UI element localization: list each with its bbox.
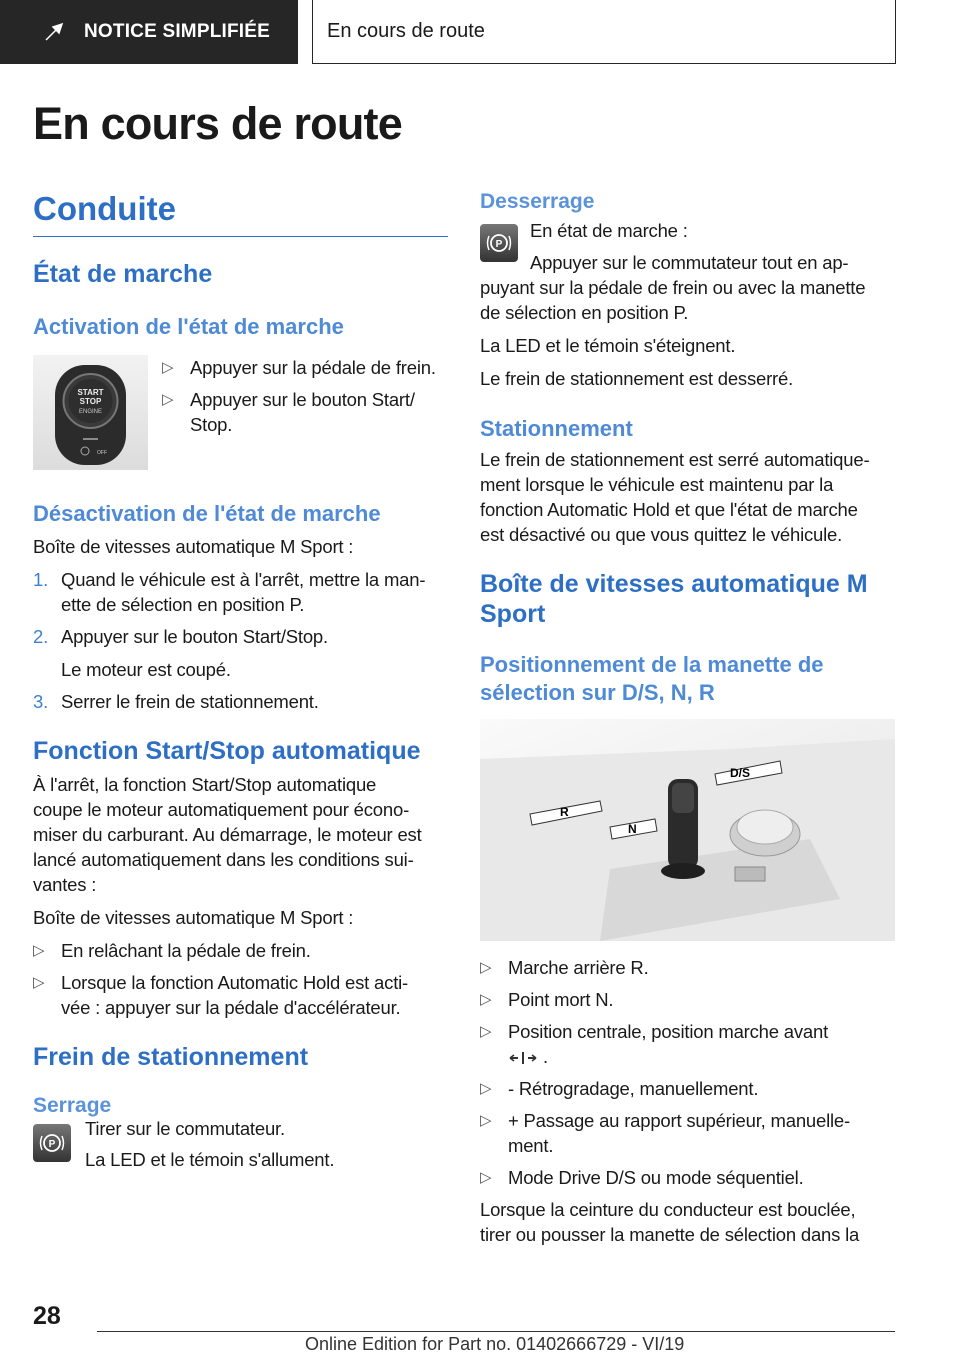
triangle-bullet-icon: ▷ — [162, 359, 174, 376]
svg-text:P: P — [48, 1139, 56, 1150]
start-stop-text: À l'arrêt, la fonction Start/Stop automatique coupe le moteur automatiquement pour écono- miser du carburant. Au démarrage, le moteur est lancé automatiquement dans les conditions sui- vantes : — [33, 774, 422, 895]
left-column — [33, 190, 448, 1172]
list-item: 2. Appuyer sur le bouton Start/Stop. Le moteur est coupé. — [33, 626, 328, 680]
gear-label-ds: D/S — [730, 766, 751, 780]
triangle-bullet-icon: ▷ — [162, 391, 174, 408]
header-section — [312, 0, 896, 64]
list-item: ▷ - Rétrogradage, manuellement. — [480, 1078, 759, 1099]
gear-label-n: N — [628, 822, 637, 836]
activation-list — [162, 355, 436, 470]
triangle-bullet-icon: ▷ — [480, 1023, 492, 1040]
desactivation-steps — [33, 567, 448, 714]
triangle-bullet-icon: ▷ — [480, 1169, 492, 1186]
heading-desserrage: Desserrage — [480, 190, 595, 213]
start-stop-intro: Boîte de vitesses automatique M Sport : — [33, 907, 354, 928]
off-label: OFF — [97, 450, 107, 456]
engine-label: ENGINE — [78, 409, 103, 415]
header-tab[interactable] — [0, 0, 298, 64]
header-tab-label: NOTICE SIMPLIFIÉE — [84, 21, 271, 42]
list-item: ▷ + Passage au rapport supérieur, manuelle- ment. — [480, 1110, 850, 1156]
start-stop-icon — [33, 355, 148, 470]
page-number: 28 — [33, 1302, 61, 1330]
start-stop-list — [33, 938, 448, 1020]
svg-text:P: P — [495, 239, 503, 250]
desactivation-intro: Boîte de vitesses automatique M Sport : — [33, 536, 354, 557]
triangle-bullet-icon: ▷ — [33, 942, 45, 959]
desserrage-p2: La LED et le témoin s'éteignent. — [480, 335, 736, 356]
heading-desactivation: Désactivation de l'état de marche — [33, 501, 381, 526]
serrage-text: Tirer sur le commutateur. La LED et le témoin s'allument. — [85, 1118, 335, 1170]
list-item: ▷ En relâchant la pédale de frein. — [33, 940, 311, 961]
triangle-bullet-icon: ▷ — [480, 959, 492, 976]
heading-stationnement: Stationnement — [480, 416, 633, 441]
start-stop-button-image — [33, 355, 148, 470]
list-item: ▷ Mode Drive D/S ou mode séquentiel. — [480, 1167, 804, 1188]
footer-rule — [97, 1331, 895, 1332]
list-item: ▷ Appuyer sur la pédale de frein. — [162, 357, 436, 378]
list-item: ▷ Marche arrière R. — [480, 957, 649, 978]
desserrage-p3: Le frein de stationnement est desserré. — [480, 368, 794, 389]
info-arrow-icon — [44, 22, 66, 42]
heading-boite-vitesses: Boîte de vitesses automatique M Sport — [480, 570, 868, 628]
parking-brake-icon — [33, 1124, 71, 1162]
page-title: En cours de route — [33, 98, 402, 149]
selector-lever-icon — [508, 1051, 538, 1065]
right-column — [480, 190, 898, 1247]
heading-positionnement: Positionnement de la manette de sélection sur D/S, N, R — [480, 652, 824, 705]
desserrage-text: En état de marche : Appuyer sur le commutateur tout en ap- — [530, 220, 849, 273]
heading-activation: Activation de l'état de marche — [33, 314, 344, 339]
desserrage-cont: puyant sur la pédale de frein ou avec la manette de sélection en position P. — [480, 277, 866, 323]
serrage-block — [33, 1118, 448, 1172]
header-section-label: En cours de route — [327, 20, 485, 42]
heading-etat-de-marche: État de marche — [33, 260, 213, 288]
list-item: ▷ Point mort N. — [480, 989, 614, 1010]
activation-block — [33, 355, 448, 470]
list-item: ▷ Lorsque la fonction Automatic Hold est acti- vée : appuyer sur la pédale d'accélérateur. — [33, 972, 408, 1018]
list-item: 3. Serrer le frein de stationnement. — [33, 691, 319, 712]
parking-brake-icon — [480, 224, 518, 262]
triangle-bullet-icon: ▷ — [33, 974, 45, 991]
list-item: 1. Quand le véhicule est à l'arrêt, mettre la man- ette de sélection en position P. — [33, 569, 426, 615]
triangle-bullet-icon: ▷ — [480, 1080, 492, 1097]
gear-selector-image — [480, 719, 895, 941]
heading-rule — [33, 236, 448, 237]
heading-serrage: Serrage — [33, 1094, 112, 1117]
start-label: START — [77, 388, 104, 397]
desserrage-block — [480, 220, 898, 275]
stationnement-text: Le frein de stationnement est serré automatique- ment lorsque le véhicule est maintenu par la fonction Automatic Hold et que l'état de marche est désactivé ou que vous quittez le véhicule. — [480, 449, 870, 545]
list-item: ▷ Position centrale, position marche avant . — [480, 1021, 829, 1067]
heading-start-stop: Fonction Start/Stop automatique — [33, 737, 421, 765]
triangle-bullet-icon: ▷ — [480, 1112, 492, 1129]
gear-list — [480, 955, 898, 1190]
heading-frein: Frein de stationnement — [33, 1043, 309, 1071]
gear-label-r: R — [560, 805, 569, 819]
heading-conduite: Conduite — [33, 190, 176, 227]
list-item: ▷ Appuyer sur le bouton Start/ Stop. — [162, 389, 415, 435]
footer-edition: Online Edition for Part no. 01402666729 - VI/19 — [305, 1334, 685, 1354]
closing-text: Lorsque la ceinture du conducteur est bouclée, tirer ou pousser la manette de sélection dans la — [480, 1199, 860, 1245]
stop-label: STOP — [79, 397, 102, 406]
gear-selector-illustration — [480, 719, 895, 941]
triangle-bullet-icon: ▷ — [480, 991, 492, 1008]
